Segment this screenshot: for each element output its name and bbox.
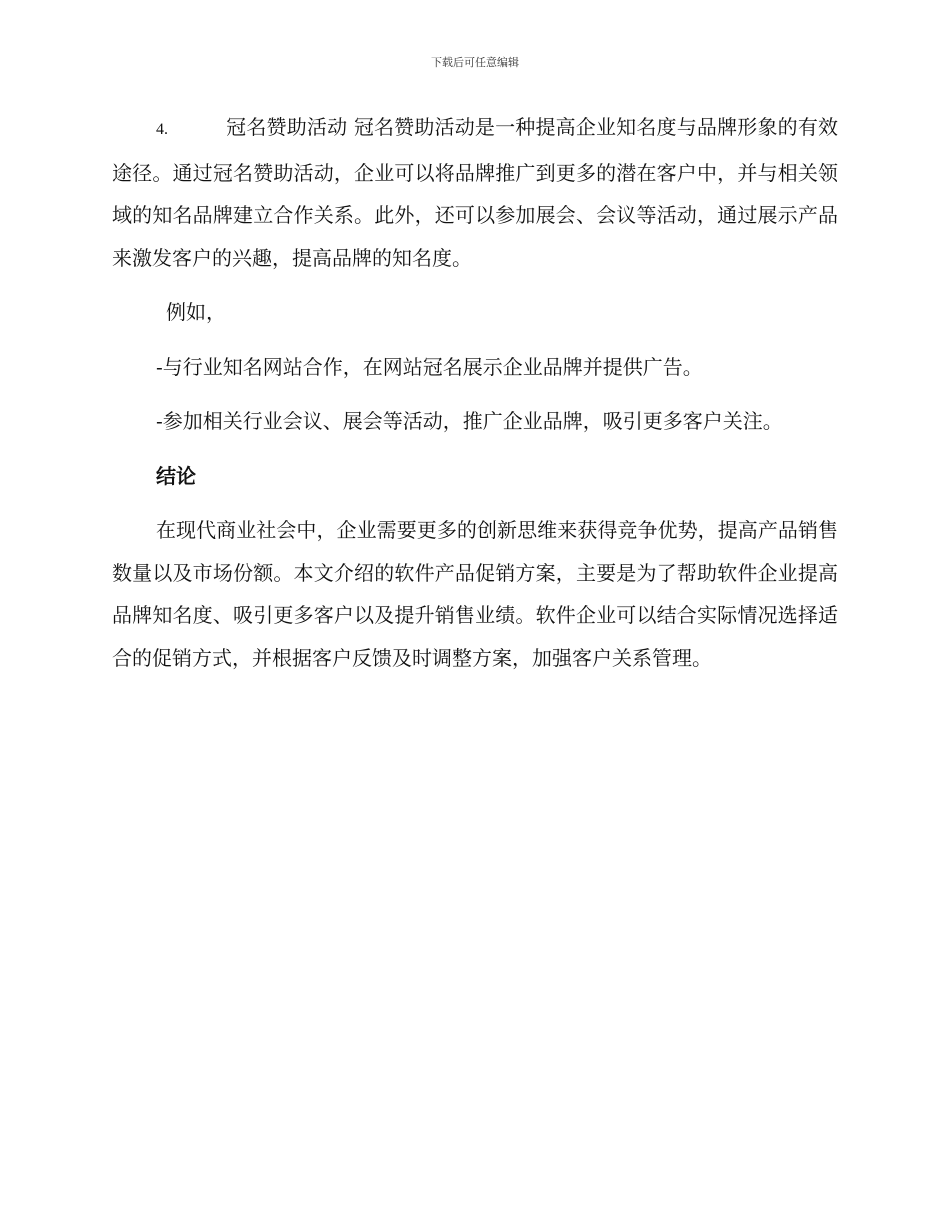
document-body [112, 106, 838, 679]
bullet-item-1: -与行业知名网站合作，在网站冠名展示企业品牌并提供广告。 [156, 354, 703, 379]
bullet-item-2: -参加相关行业会议、展会等活动，推广企业品牌，吸引更多客户关注。 [156, 409, 783, 433]
section-4-number: 4. [156, 121, 168, 138]
example-label: 例如， [166, 300, 226, 324]
section-4-paragraph [112, 106, 838, 279]
conclusion-heading: 结论 [156, 463, 196, 488]
conclusion-paragraph: 在现代商业社会中，企业需要更多的创新思维来获得竞争优势，提高产品销售数量以及市场份额。本文介绍的软件产品促销方案，主要是为了帮助软件企业提高品牌知名度、吸引更多客户以及提升销售业绩。软件企业可以结合实际情况选择适合的促销方式，并根据客户反馈及时调整方案，加强客户关系管理。 [112, 518, 838, 670]
page-header: 下载后可任意编辑 [431, 56, 519, 69]
section-4-text: 冠名赞助活动 冠名赞助活动是一种提高企业知名度与品牌形象的有效途径。通过冠名赞助活动，企业可以将品牌推广到更多的潜在客户中，并与相关领域的知名品牌建立合作关系。此外，还可以参加展会、会议等活动，通过展示产品来激发客户的兴趣，提高品牌的知名度。 [112, 115, 838, 270]
